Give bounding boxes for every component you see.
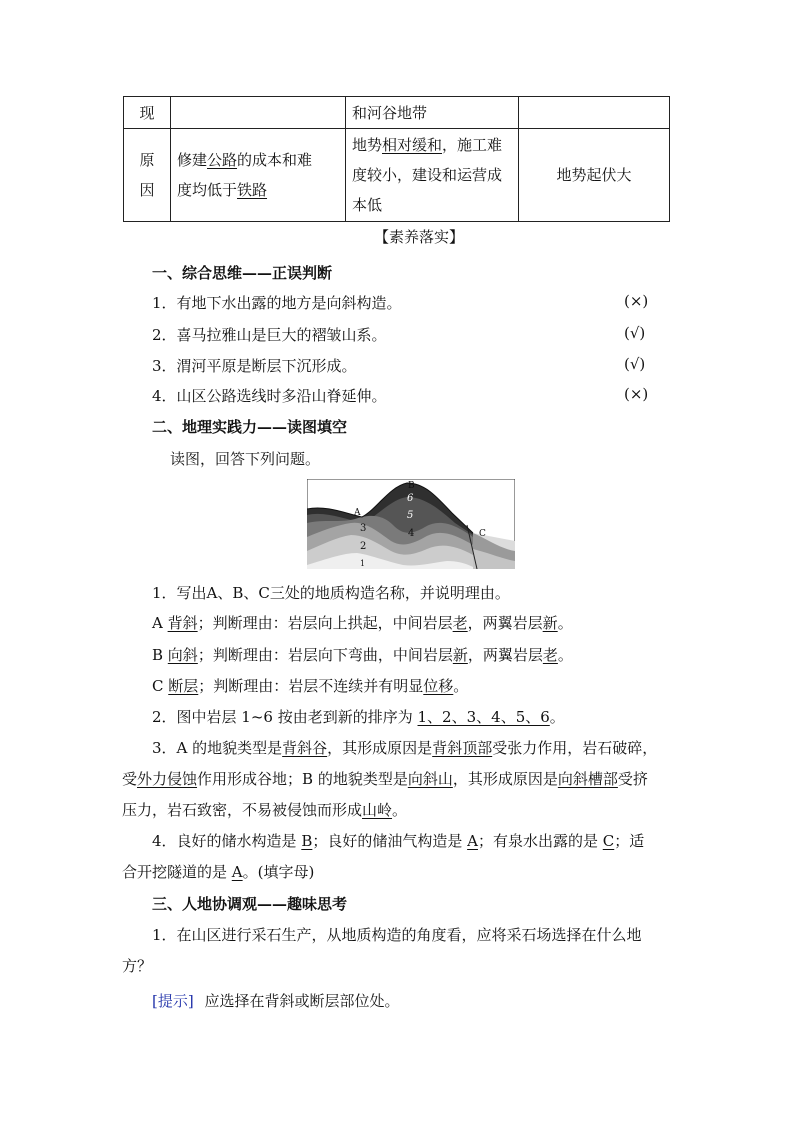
underlined-text: 老 xyxy=(542,646,558,664)
underlined-text: 山岭 xyxy=(362,801,393,819)
table-cell xyxy=(124,129,171,222)
section-title: 二、地理实践力——读图填空 xyxy=(152,418,348,436)
underlined-text: 位移 xyxy=(423,677,454,695)
underlined-text: A xyxy=(231,863,243,881)
statement-4: 4．山区公路选线时多沿山脊延伸。 xyxy=(152,387,387,405)
text: ，两翼岩层 xyxy=(467,614,543,632)
judgement-mark-1: (×) xyxy=(624,292,649,310)
text: B xyxy=(152,646,168,664)
label-A: A xyxy=(354,508,361,518)
cell-line: 因 xyxy=(139,181,155,199)
table-row xyxy=(124,97,670,129)
question-3-line-3 xyxy=(122,799,407,820)
text: 压力，岩石致密，不易被侵蚀而形成 xyxy=(122,801,363,819)
text: 受张力作用，岩石破碎， xyxy=(492,739,658,757)
layer-label-5: 5 xyxy=(407,510,414,521)
underlined-text: 背斜谷 xyxy=(282,739,328,757)
underlined-text: 新 xyxy=(452,646,468,664)
section-title: 三、人地协调观——趣味思考 xyxy=(152,895,348,913)
text: ；判断理由：岩层不连续并有明显 xyxy=(198,677,424,695)
text: 修建 xyxy=(177,151,208,169)
text: 的成本和难 xyxy=(237,151,313,169)
layer-label-1: 1 xyxy=(360,559,366,568)
underlined-text: A xyxy=(467,832,478,850)
section-badge: 【素养落实】 xyxy=(370,226,468,247)
hint xyxy=(152,990,400,1011)
hint-text: 应选择在背斜或断层部位处。 xyxy=(204,992,400,1010)
layer-label-4: 4 xyxy=(408,528,415,539)
underlined-text: 公路 xyxy=(207,151,238,169)
text: ，两翼岩层 xyxy=(467,646,543,664)
text: 合开挖隧道的是 xyxy=(122,863,232,881)
layer-label-2: 2 xyxy=(360,541,367,552)
cell-line xyxy=(177,175,339,205)
text: A xyxy=(152,614,168,632)
statement-2: 2．喜马拉雅山是巨大的褶皱山系。 xyxy=(152,326,387,344)
answer-C xyxy=(152,675,468,696)
table-cell xyxy=(171,129,346,222)
text: ；良好的储油气构造是 xyxy=(312,832,468,850)
geologic-structure-figure xyxy=(307,479,515,569)
underlined-text: 断层 xyxy=(168,677,199,695)
instruction: 读图，回答下列问题。 xyxy=(170,450,321,468)
text: 。 xyxy=(453,677,469,695)
layer-label-6: 6 xyxy=(407,493,414,504)
text: 作用形成谷地；B 的地貌类型是 xyxy=(197,770,408,788)
text: ，施工难 xyxy=(442,136,503,154)
text: 受挤 xyxy=(617,770,648,788)
text: 地势 xyxy=(352,136,383,154)
underlined-text: B xyxy=(301,832,313,850)
text: 4．良好的储水构造是 xyxy=(152,832,302,850)
underlined-text: 向斜槽部 xyxy=(557,770,618,788)
cell-line xyxy=(177,145,339,175)
label-B: B xyxy=(408,481,415,491)
hint-label: [提示] xyxy=(152,992,194,1010)
text: ；有泉水出露的是 xyxy=(477,832,603,850)
judgement-mark-2: (√) xyxy=(624,324,646,342)
text: 。 xyxy=(549,708,565,726)
label-C: C xyxy=(479,529,486,539)
question: 1．写出A、B、C三处的地质构造名称，并说明理由。 xyxy=(152,584,510,602)
table-row xyxy=(124,129,670,222)
cell-line: 度较小，建设和运营成 xyxy=(352,166,503,184)
underlined-text: 向斜 xyxy=(167,646,198,664)
cell-line: 本低 xyxy=(352,196,383,214)
underlined-text: 背斜 xyxy=(167,614,198,632)
underlined-text: 铁路 xyxy=(237,181,268,199)
question-2 xyxy=(152,706,565,727)
text: 受 xyxy=(122,770,138,788)
text: 。 xyxy=(392,801,408,819)
text: 3．A 的地貌类型是 xyxy=(152,739,283,757)
text: ，其形成原因是 xyxy=(327,739,433,757)
answer-A xyxy=(152,612,573,633)
cell-line xyxy=(352,130,512,160)
table-cell: 现 xyxy=(124,97,171,129)
underlined-text: 外力侵蚀 xyxy=(137,770,198,788)
underlined-text: 老 xyxy=(452,614,468,632)
judgement-mark-4: (×) xyxy=(624,385,649,403)
text: 。 xyxy=(557,614,573,632)
underlined-text: 新 xyxy=(542,614,558,632)
table-cell xyxy=(171,97,346,129)
table-cell: 地势起伏大 xyxy=(519,129,670,222)
question-line-2: 方？ xyxy=(122,957,153,975)
section-title: 一、综合思维——正误判断 xyxy=(152,264,333,282)
question-line-1: 1．在山区进行采石生产，从地质构造的角度看，应将采石场选择在什么地 xyxy=(152,926,642,944)
judgement-mark-3: (√) xyxy=(624,355,646,373)
text: 2．图中岩层 1~6 按由老到新的排序为 xyxy=(152,708,418,726)
text: ；判断理由：岩层向上拱起，中间岩层 xyxy=(197,614,453,632)
comparison-table xyxy=(123,96,670,222)
statement-1: 1．有地下水出露的地方是向斜构造。 xyxy=(152,294,402,312)
cell-line: 原 xyxy=(139,151,155,169)
table-cell: 和河谷地带 xyxy=(346,97,519,129)
question-4-line-2 xyxy=(122,861,314,882)
statement-3: 3．渭河平原是断层下沉形成。 xyxy=(152,357,357,375)
text: ，其形成原因是 xyxy=(452,770,558,788)
question-3-line-1 xyxy=(152,737,657,758)
text: ；判断理由：岩层向下弯曲，中间岩层 xyxy=(197,646,453,664)
table-cell xyxy=(519,97,670,129)
underlined-text: C xyxy=(602,832,615,850)
underlined-text: 1、2、3、4、5、6 xyxy=(417,708,550,726)
answer-B xyxy=(152,644,573,665)
underlined-text: 相对缓和 xyxy=(382,136,443,154)
text: 度均低于 xyxy=(177,181,238,199)
text: C xyxy=(152,677,169,695)
text: 。 xyxy=(557,646,573,664)
question-3-line-2 xyxy=(122,768,648,789)
table-cell xyxy=(346,129,519,222)
underlined-text: 背斜顶部 xyxy=(432,739,493,757)
underlined-text: 向斜山 xyxy=(407,770,453,788)
text: ；适 xyxy=(614,832,645,850)
text: 。(填字母) xyxy=(242,863,315,881)
question-4-line-1 xyxy=(152,830,644,851)
layer-label-3: 3 xyxy=(360,523,367,534)
